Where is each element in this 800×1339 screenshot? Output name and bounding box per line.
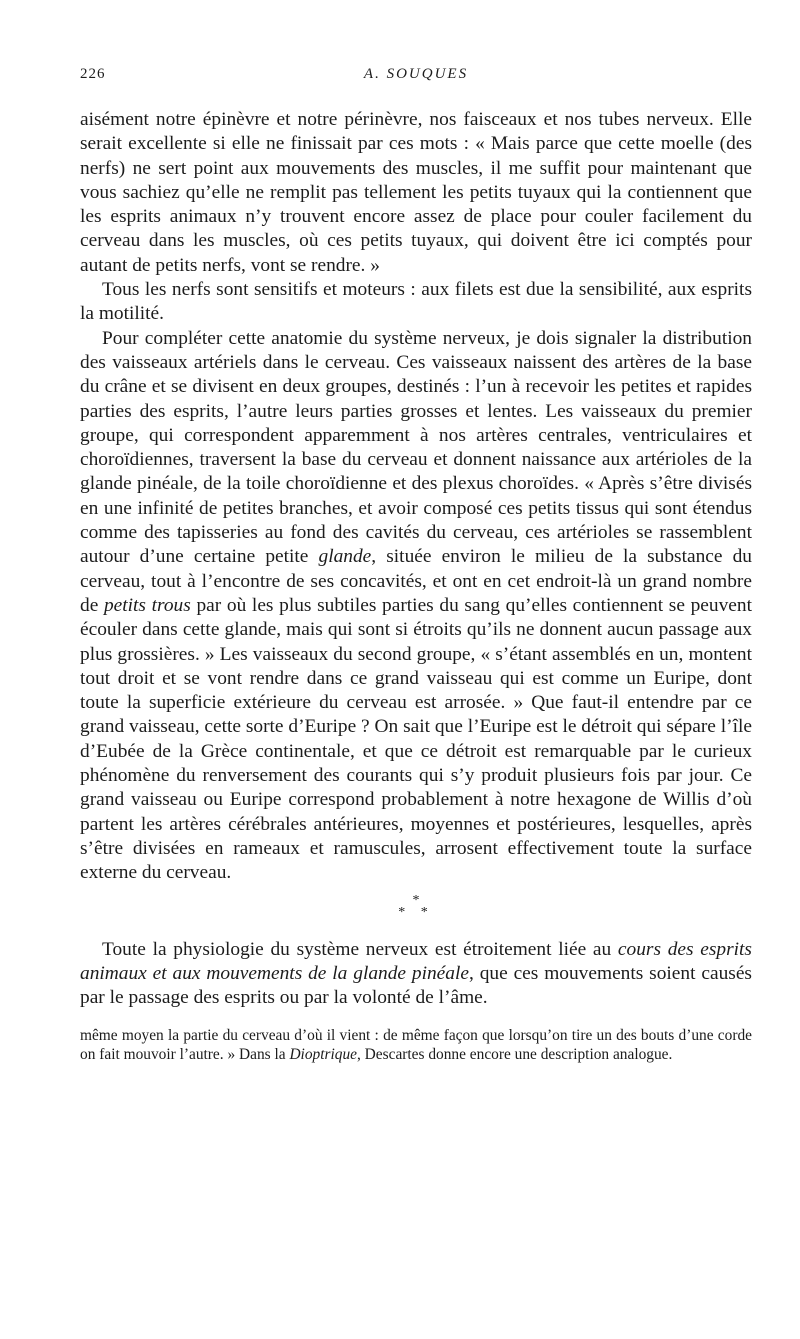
text-segment: Toute la physiologie du système nerveux est étroitement liée au	[102, 938, 618, 960]
running-title: A. SOUQUES	[363, 66, 469, 82]
text-segment: Tous les nerfs sont sensitifs et moteurs : aux filets est due la sensibilité, aux esprits la motilité.	[80, 279, 752, 325]
footnote-italic-segment: Dioptrique	[289, 1046, 357, 1064]
asterism-divider	[80, 888, 752, 930]
book-page	[80, 66, 752, 1080]
asterism-star-bottom: * *	[398, 904, 434, 920]
text-segment: , située environ le milieu de la substance du cerveau, tout à l’encontre de ses concavités, et ont en cet endroit-là un grand nombre de	[80, 546, 752, 616]
page-number: 226	[80, 66, 106, 82]
body-text	[80, 108, 752, 1064]
italic-segment: petits trous	[103, 594, 191, 616]
asterism-star-top: *	[412, 892, 420, 908]
italic-segment: glande	[318, 546, 372, 568]
footnote-segment: même moyen la partie du cerveau d’où il vient : de même façon que lorsqu’on tire un des bouts d’une corde on fait mouvoir l’autre. » Dans la	[80, 1027, 752, 1064]
text-segment: aisément notre épinèvre et notre périnèvre, nos faisceaux et nos tubes nerveux. Elle serait excellente si elle ne finissait par ces mots : « Mais parce que cette moelle (des nerfs) ne sert point aux mouvements des muscles, il me suffit pour maintenant que vous sachiez qu’elle ne remplit pas tellement les petits tuyaux qui la contiennent que les esprits animaux n’y trouvent encore assez de place pour couler facilement du cerveau dans les muscles, où ces petits tuyaux, qui doivent être ici comptés pour autant de petits nerfs, vont se rendre. »	[80, 109, 752, 276]
text-segment: par où les plus subtiles parties du sang qu’elles contiennent se peuvent écouler dans cette glande, mais qui sont si étroits qu’ils ne donnent aucun passage aux plus grossières. » Les vaisseaux du second groupe, « s’étant assemblés en un, montent tout droit et se vont rendre dans ce grand vaisseau qui est comme un Euripe, dont toute la superficie extérieure du cerveau est arrosée. » Que faut-il entendre par ce grand vaisseau, cette sorte d’Euripe ? On sait que l’Euripe est le détroit qui sépare l’île d’Eubée de la Grèce continentale, et que ce détroit est remarquable par le curieux phénomène du renversement des courants qui s’y produit plusieurs fois par jour. Ce grand vaisseau ou Euripe correspond probablement à notre hexagone de Willis d’où partent les artères cérébrales antérieures, moyennes et postérieures, lesquelles, après s’être divisées en rameaux et ramuscules, arrosent effectivement toute la surface externe du cerveau.	[80, 594, 752, 884]
text-segment: , que ces mouvements soient causés par le passage des esprits ou par la volonté de l’âme.	[80, 962, 752, 1009]
paragraph-2	[80, 278, 752, 327]
paragraph-1	[80, 108, 752, 278]
footnote	[80, 1026, 752, 1064]
running-head	[80, 66, 752, 90]
text-segment: Pour compléter cette anatomie du système nerveux, je dois signaler la distribution des vaisseaux artériels dans le cerveau. Ces vaisseaux naissent des artères de la base du crâne et se divisent en deux groupes, destinés : l’un à recevoir les petites et rapides parties des esprits, l’autre leurs parties grosses et lentes. Les vaisseaux du premier groupe, qui correspondent apparemment à nos artères centrales, ventriculaires et choroïdiennes, traversent la base du cerveau et donnent naissance aux artérioles de la glande pinéale, de la toile choroïdienne et des plexus choroïdes. « Après s’être divisés en une infinité de petites branches, et avoir composé ces petits tissus qui sont étendus comme des tapisseries au fond des cavités du cerveau, ces artérioles se rassemblent autour d’une certaine petite	[80, 327, 752, 568]
paragraph-4	[80, 938, 752, 1011]
footnote-segment: , Descartes donne encore une description analogue.	[356, 1046, 673, 1064]
paragraph-3	[80, 327, 752, 886]
italic-segment: cours des esprits animaux et aux mouvements de la glande pinéale	[80, 938, 752, 984]
